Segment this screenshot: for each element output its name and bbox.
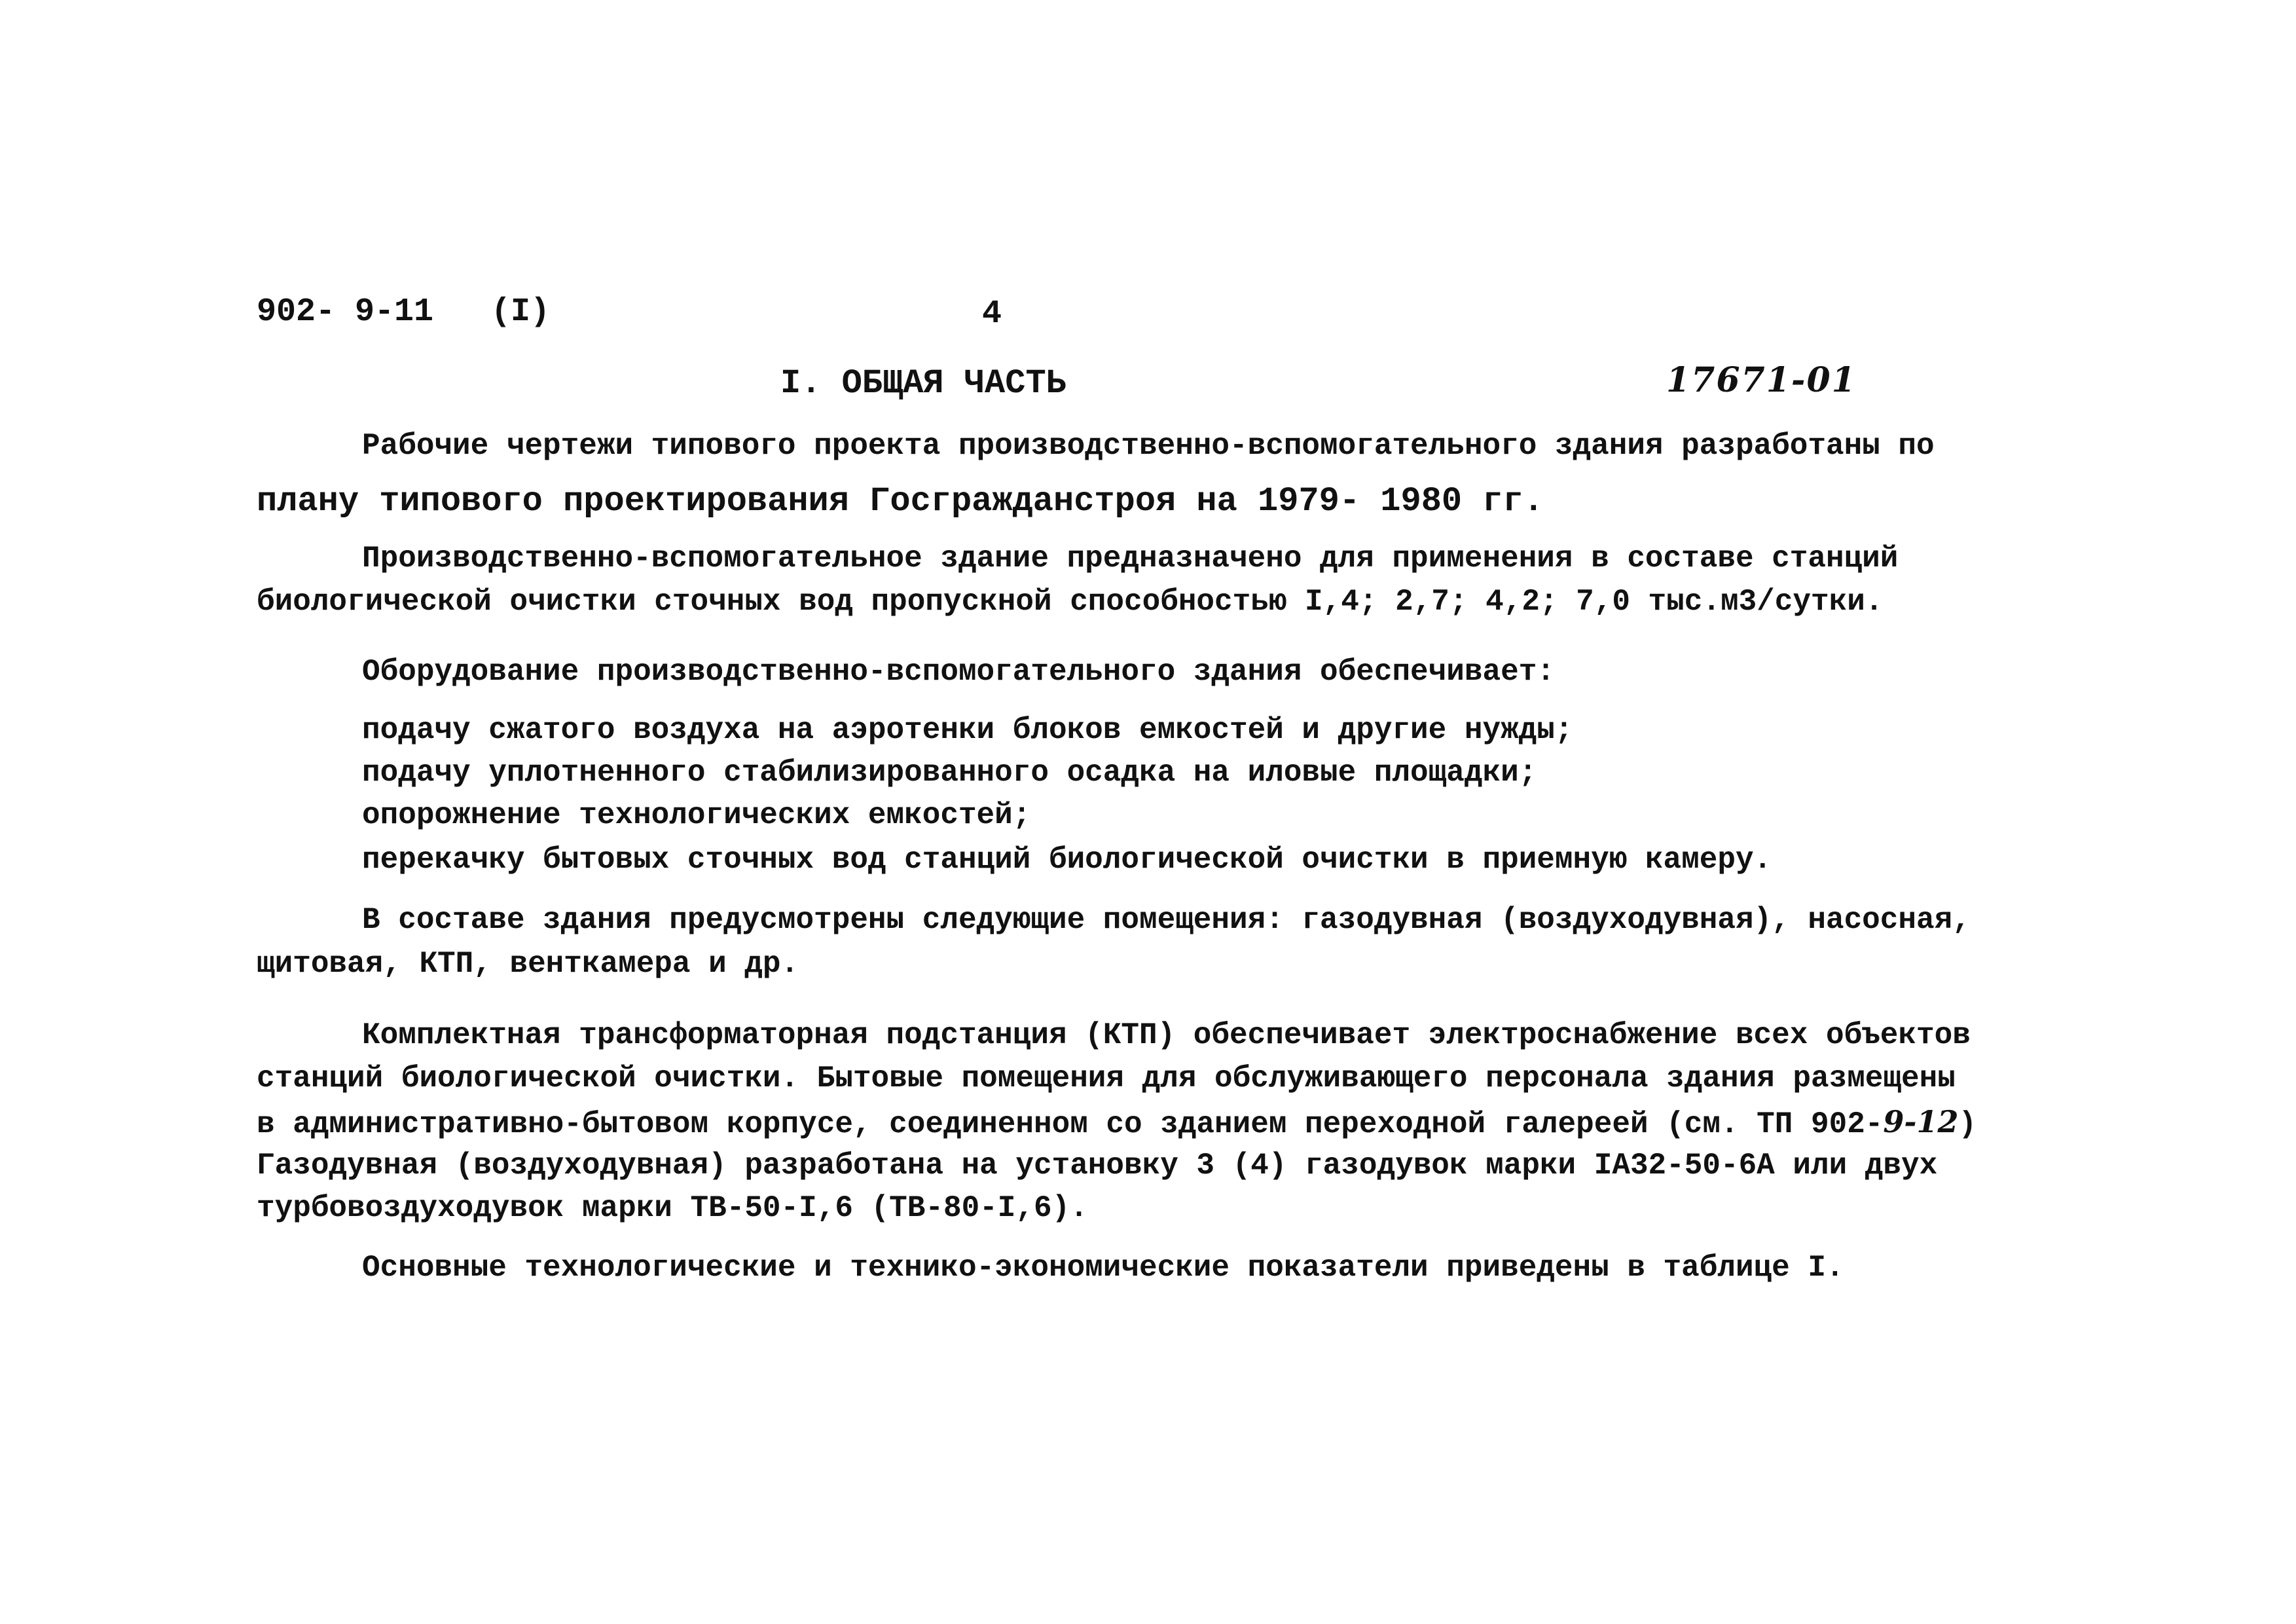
- list-item: опорожнение технологических емкостей;: [362, 798, 1031, 832]
- paragraph-line: В составе здания предусмотрены следующие помещения: газодувная (воздуходувная), насосная,: [362, 903, 1971, 937]
- paragraph-text: в административно-бытовом корпусе, соединенном со зданием переходной галереей (см. ТП 902-: [257, 1107, 1884, 1141]
- paragraph-line: Рабочие чертежи типового проекта производственно-вспомогательного здания разработаны по: [362, 429, 1935, 463]
- paragraph-line: Оборудование производственно-вспомогательного здания обеспечивает:: [362, 655, 1555, 689]
- handwritten-reference: 9-12: [1883, 1104, 1959, 1139]
- document-code: 902- 9-11: [257, 293, 434, 331]
- paragraph-line: станций биологической очистки. Бытовые помещения для обслуживающего персонала здания размещены: [257, 1061, 1956, 1096]
- paragraph-line: Основные технологические и технико-экономические показатели приведены в таблице I.: [362, 1251, 1844, 1285]
- section-title: I. ОБЩАЯ ЧАСТЬ: [780, 364, 1066, 403]
- list-item: подачу уплотненного стабилизированного осадка на иловые площадки;: [362, 756, 1537, 790]
- paragraph-line: щитовая, КТП, венткамера и др.: [257, 947, 799, 981]
- paragraph-line: [257, 1104, 1977, 1141]
- paragraph-line: Производственно-вспомогательное здание предназначено для применения в составе станций: [362, 542, 1899, 576]
- paragraph-line: плану типового проектирования Госгражданстроя на 1979- 1980 гг.: [257, 482, 1544, 521]
- list-item: перекачку бытовых сточных вод станций биологической очистки в приемную камеру.: [362, 843, 1772, 877]
- list-item: подачу сжатого воздуха на аэротенки блоков емкостей и другие нужды;: [362, 713, 1573, 747]
- closing-paren: ): [1958, 1107, 1977, 1141]
- archive-number: 17671-01: [1666, 360, 1857, 400]
- paragraph-line: биологической очистки сточных вод пропускной способностью I,4; 2,7; 4,2; 7,0 тыс.м3/сутки.: [257, 585, 1884, 619]
- paragraph-line: турбовоздуходувок марки ТВ-50-I,6 (ТВ-80-I,6).: [257, 1191, 1088, 1225]
- page-number: 4: [982, 295, 1002, 333]
- paragraph-line: Газодувная (воздуходувная) разработана на установку 3 (4) газодувок марки IA32-50-6A или двух: [257, 1149, 1938, 1183]
- part-number: (I): [491, 293, 551, 331]
- paragraph-line: Комплектная трансформаторная подстанция (КТП) обеспечивает электроснабжение всех объектов: [362, 1018, 1971, 1052]
